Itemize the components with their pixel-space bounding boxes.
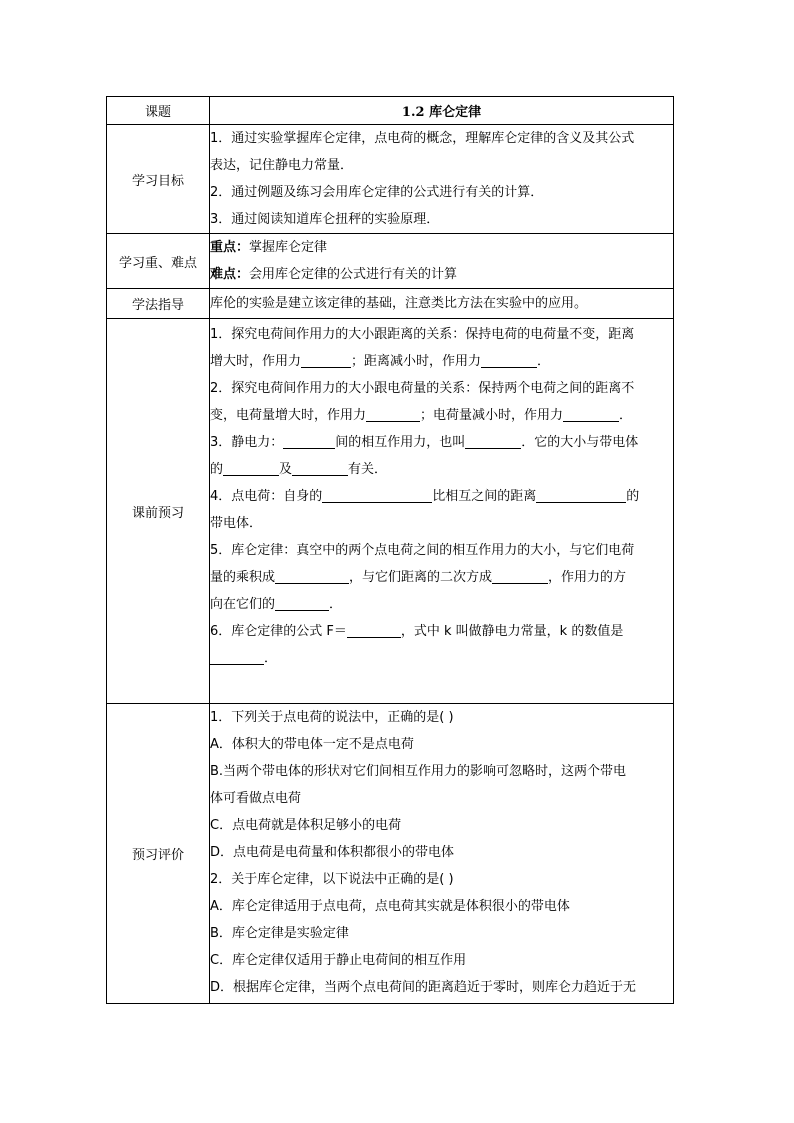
method-content <box>210 289 674 319</box>
preview-q6-line2 <box>210 645 673 672</box>
focus-line <box>210 234 673 261</box>
text-segment: 变，电荷量增大时，作用力 <box>210 408 367 423</box>
keypoints-content <box>210 234 674 289</box>
text-segment: ；距离减小时，作用力 <box>351 354 482 369</box>
preview-q3-line2 <box>210 456 673 483</box>
evaluation-line: D．根据库仑定律，当两个点电荷间的距离趋近于零时，则库仑力趋近于无 <box>210 980 637 995</box>
objective-line: 2．通过例题及练习会用库仑定律的公式进行有关的计算． <box>210 185 544 200</box>
preview-q2-line1: 2．探究电荷间作用力的大小跟电荷量的关系：保持两个电荷之间的距离不 <box>210 381 635 396</box>
preview-q6-line1 <box>210 618 673 645</box>
evaluation-content <box>210 704 674 1004</box>
text-segment: 的 <box>626 489 640 504</box>
evaluation-line: A．库仑定律适用于点电荷，点电荷其实就是体积很小的带电体 <box>210 899 570 914</box>
preview-content <box>210 319 674 704</box>
evaluation-line: 1．下列关于点电荷的说法中，正确的是( ) <box>210 710 454 725</box>
focus-text: 掌握库仑定律 <box>249 240 328 255</box>
fill-blank[interactable] <box>210 650 264 665</box>
difficulty-tag: 难点： <box>210 267 250 282</box>
evaluation-line: A．体积大的带电体一定不是点电荷 <box>210 737 414 752</box>
text-segment: 3．静电力： <box>210 435 284 450</box>
preview-label: 课前预习 <box>107 319 210 704</box>
fill-blank[interactable] <box>275 569 349 584</box>
method-label: 学法指导 <box>107 289 210 319</box>
text-segment: 6．库仑定律的公式 F＝ <box>210 624 347 639</box>
text-segment: ． <box>329 597 343 612</box>
row-objectives <box>107 125 674 234</box>
text-segment: ． <box>619 408 633 423</box>
fill-blank[interactable] <box>492 569 548 584</box>
preview-q4-line2: 带电体． <box>210 516 263 531</box>
evaluation-line: 体可看做点电荷 <box>210 791 302 806</box>
preview-q2-line2 <box>210 402 673 429</box>
fill-blank[interactable] <box>223 461 279 476</box>
preview-q5-line3 <box>210 591 673 618</box>
fill-blank[interactable] <box>366 407 420 422</box>
preview-q1-line1: 1．探究电荷间作用力的大小跟距离的关系：保持电荷的电荷量不变，距离 <box>210 327 635 342</box>
objective-line: 表达，记住静电力常量． <box>210 158 354 173</box>
row-method <box>107 289 674 319</box>
text-segment: ． <box>537 354 551 369</box>
text-segment: 比相互之间的距离 <box>432 489 537 504</box>
lesson-plan-table <box>106 96 674 1004</box>
text-segment: ；电荷量减小时，作用力 <box>420 408 564 423</box>
text-segment: 增大时，作用力 <box>210 354 302 369</box>
text-segment: 及 <box>279 462 293 477</box>
row-keypoints <box>107 234 674 289</box>
text-segment: 向在它们的 <box>210 597 276 612</box>
objectives-content <box>210 125 674 234</box>
text-segment: ，作用力的方 <box>548 570 627 585</box>
text-segment: ． <box>264 651 278 666</box>
fill-blank[interactable] <box>292 461 348 476</box>
objective-line: 1．通过实验掌握库仑定律，点电荷的概念，理解库仑定律的含义及其公式 <box>210 131 635 146</box>
fill-blank[interactable] <box>283 434 335 449</box>
fill-blank[interactable] <box>465 434 521 449</box>
text-segment: ，与它们距离的二次方成 <box>349 570 493 585</box>
row-topic <box>107 97 674 125</box>
row-preview <box>107 319 674 704</box>
fill-blank[interactable] <box>301 353 351 368</box>
difficulty-text: 会用库仑定律的公式进行有关的计算 <box>249 267 458 282</box>
evaluation-line: 2．关于库仑定律，以下说法中正确的是( ) <box>210 872 454 887</box>
objective-line: 3．通过阅读知道库仑扭秤的实验原理． <box>210 212 440 227</box>
difficulty-line <box>210 261 673 288</box>
preview-q5-line1: 5．库仑定律：真空中的两个点电荷之间的相互作用力的大小，与它们电荷 <box>210 543 635 558</box>
fill-blank[interactable] <box>347 623 401 638</box>
text-segment: ．它的大小与带电体 <box>521 435 639 450</box>
preview-q3-line1 <box>210 429 673 456</box>
evaluation-line: B．库仑定律是实验定律 <box>210 926 349 941</box>
focus-tag: 重点： <box>210 240 250 255</box>
text-segment: 量的乘积成 <box>210 570 276 585</box>
text-segment: ，式中 k 叫做静电力常量，k 的数值是 <box>400 624 624 639</box>
preview-q4-line1 <box>210 483 673 510</box>
topic-label: 课题 <box>107 97 210 125</box>
evaluation-label: 预习评价 <box>107 704 210 1004</box>
preview-q5-line2 <box>210 564 673 591</box>
text-segment: 间的相互作用力，也叫 <box>335 435 466 450</box>
fill-blank[interactable] <box>563 407 619 422</box>
preview-q1-line2 <box>210 348 673 375</box>
objectives-label: 学习目标 <box>107 125 210 234</box>
method-text: 库伦的实验是建立该定律的基础，注意类比方法在实验中的应用。 <box>210 296 588 311</box>
evaluation-line: C．点电荷就是体积足够小的电荷 <box>210 818 402 833</box>
text-segment: 有关． <box>348 462 388 477</box>
row-evaluation <box>107 704 674 1004</box>
fill-blank[interactable] <box>481 353 537 368</box>
evaluation-line: B.当两个带电体的形状对它们间相互作用力的影响可忽略时，这两个带电 <box>210 764 627 779</box>
fill-blank[interactable] <box>275 596 329 611</box>
text-segment: 的 <box>210 462 224 477</box>
evaluation-line: C．库仑定律仅适用于静止电荷间的相互作用 <box>210 953 467 968</box>
fill-blank[interactable] <box>322 488 432 503</box>
fill-blank[interactable] <box>536 488 626 503</box>
lesson-title: 1.2 库仑定律 <box>210 97 674 125</box>
evaluation-line: D．点电荷是电荷量和体积都很小的带电体 <box>210 845 455 860</box>
keypoints-label: 学习重、难点 <box>107 234 210 289</box>
text-segment: 4．点电荷：自身的 <box>210 489 323 504</box>
